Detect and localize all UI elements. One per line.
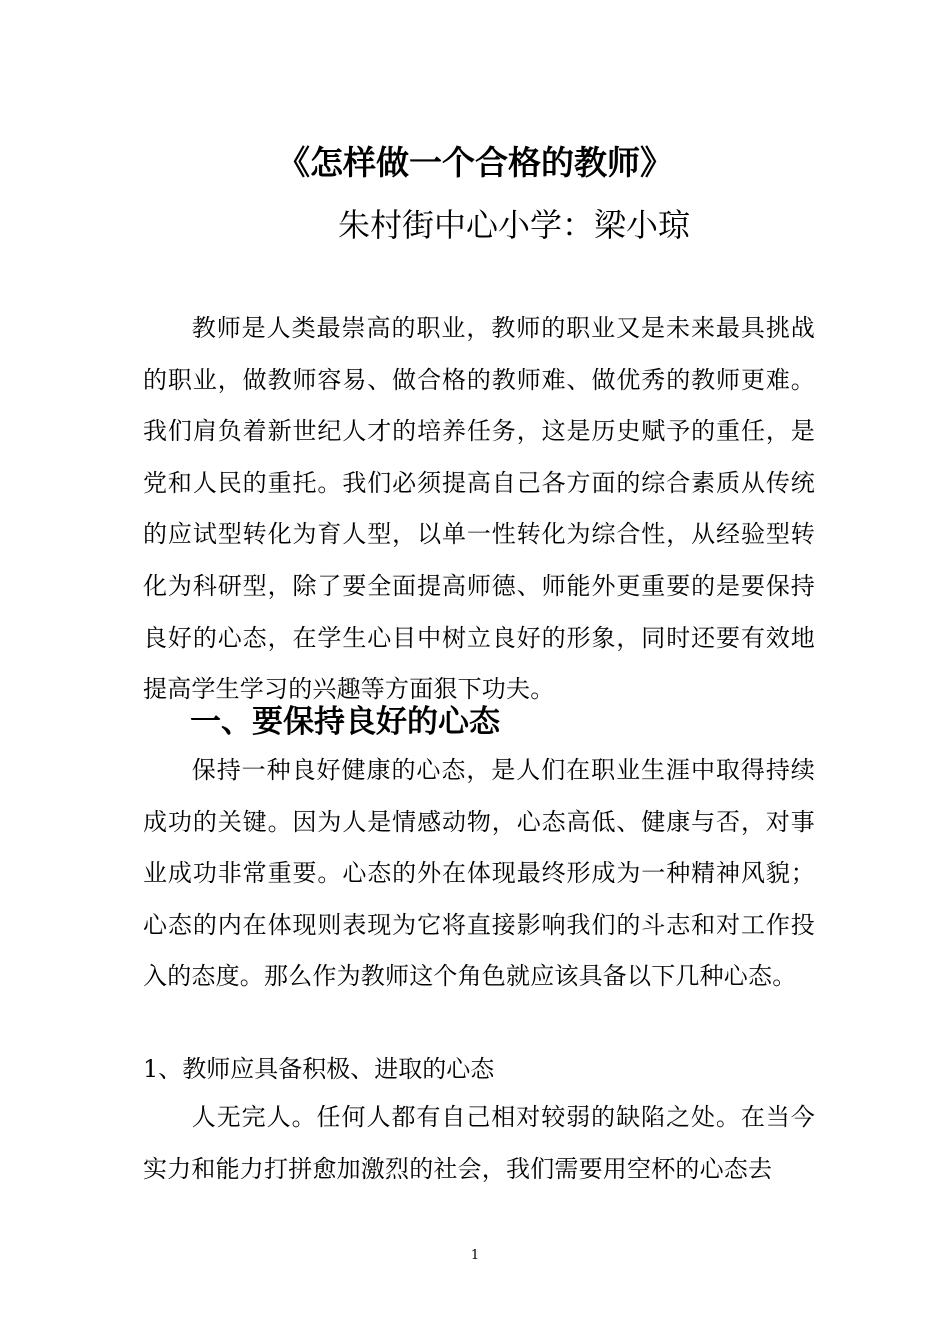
subsection-heading: 1、教师应具备积极、进取的心态 [143, 1055, 495, 1083]
intro-text: 教师是人类最崇高的职业，教师的职业又是未来最具挑战的职业，做教师容易、做合格的教师难、做优秀的教师更难。我们肩负着新世纪人才的培养任务，这是历史赋予的重任，是党和人民的重托。我们必须提高自己各方面的综合素质从传统的应试型转化为育人型，以单一性转化为综合性，从经验型转化为科研型，除了要全面提高师德、师能外更重要的是要保持良好的心态，在学生心目中树立良好的形象，同时还要有效地提高学生学习的兴趣等方面狠下功夫。 [143, 314, 815, 704]
section-paragraph-text: 保持一种良好健康的心态，是人们在职业生涯中取得持续成功的关键。因为人是情感动物，心态高低、健康与否，对事业成功非常重要。心态的外在体现最终形成为一种精神风貌；心态的内在体现则表现为它将直接影响我们的斗志和对工作投入的态度。那么作为教师这个角色就应该具备以下几种心态。 [143, 756, 815, 991]
subsection-paragraph [143, 1092, 815, 1195]
intro-paragraph [143, 303, 815, 716]
section-paragraph [143, 745, 815, 1003]
document-title: 《怎样做一个合格的教师》 [277, 143, 673, 182]
subsection-paragraph-text: 人无完人。任何人都有自己相对较弱的缺陷之处。在当今实力和能力打拼愈加激烈的社会，我们需要用空杯的心态去 [143, 1103, 815, 1183]
author-line: 朱村街中心小学：梁小琼 [338, 206, 691, 244]
section-heading: 一、要保持良好的心态 [190, 704, 500, 740]
page-number: 1 [470, 1248, 480, 1263]
